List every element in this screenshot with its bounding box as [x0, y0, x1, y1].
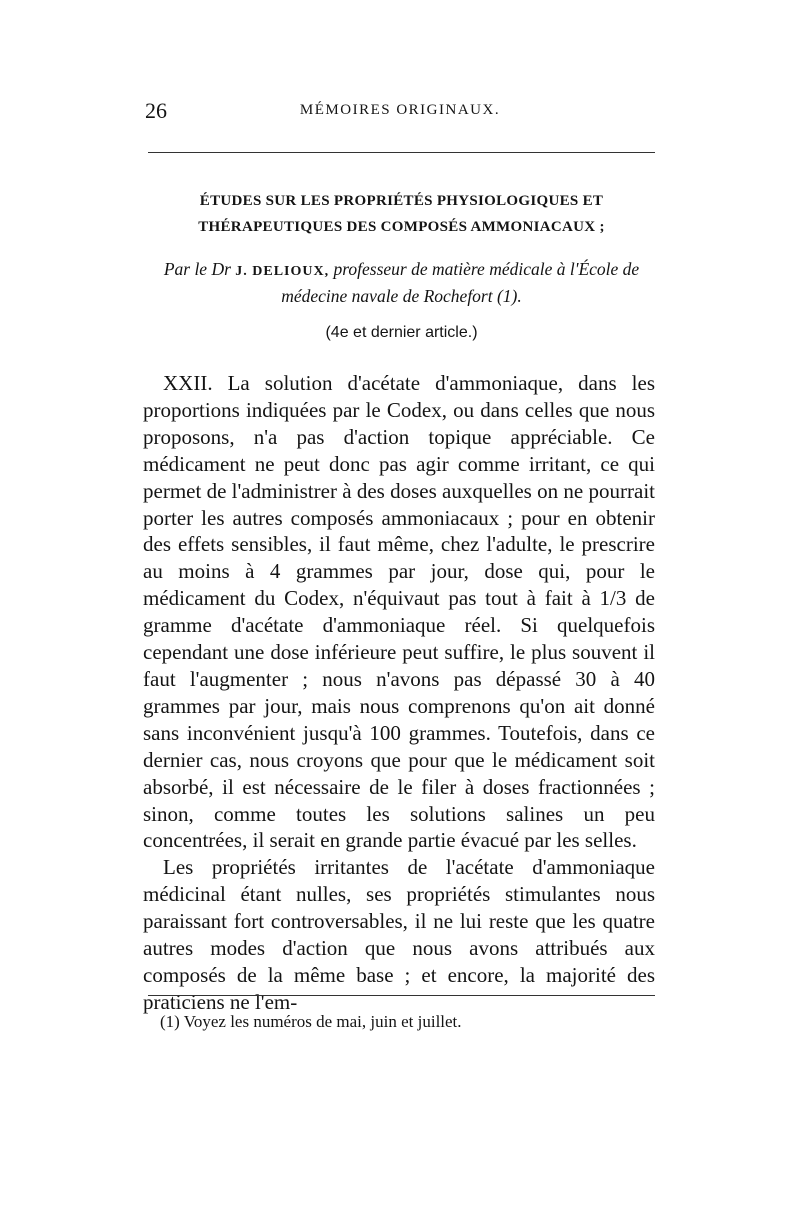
running-head: MÉMOIRES ORIGINAUX. [299, 102, 501, 118]
footnote-rule [148, 995, 655, 996]
byline-suffix: professeur de matière médicale à l'École de médecine navale de Rochefort (1). [281, 259, 640, 306]
article-byline [148, 257, 655, 308]
body-text [143, 370, 655, 1016]
footnote: (1) Voyez les numéros de mai, juin et juillet. [160, 1012, 462, 1031]
header-rule [148, 152, 655, 153]
page-number: 26 [145, 98, 167, 123]
author-name: J. DELIOUX, [235, 264, 330, 279]
byline-prefix: Par le Dr [163, 259, 231, 279]
page-header [145, 98, 655, 128]
paragraph-1: XXII. La solution d'acétate d'ammoniaque, dans les proportions indiquées par le Codex, ou dans celles que nous proposons, n'a pas d'action topique appréciable. Ce médicament ne peut donc pas agir comme irritant, ce qui permet de l'administrer à des doses auxquelles on ne pourrait porter les autres composés ammoniacaux ; pour en obtenir des effets sensibles, il faut même, chez l'adulte, le prescrire au moins à 4 grammes par jour, dose qui, pour le médicament du Codex, n'équivaut pas tout à fait à 1/3 de gramme d'acétate d'ammoniaque réel. Si quelquefois cependant une dose inférieure peut suffire, le plus souvent il faut l'augmenter ; nous n'avons pas dépassé 30 à 40 grammes par jour, mais nous comprenons qu'on ait donné sans inconvénient jusqu'à 100 grammes. Toutefois, dans ce dernier cas, nous croyons que pour que le médicament soit absorbé, il est nécessaire de le filer à doses fractionnées ; sinon, comme toutes les solutions salines un peu concentrées, il serait en grande partie évacué par les selles. [143, 371, 655, 853]
paragraph-2: Les propriétés irritantes de l'acétate d'ammoniaque médicinal étant nulles, ses propriétés stimulantes nous paraissant fort controversables, il ne lui reste que les quatre autres modes d'action que nous avons attribués aux composés de la même base ; et encore, la majorité des praticiens ne l'em- [143, 855, 655, 1014]
article-title: ÉTUDES SUR LES PROPRIÉTÉS PHYSIOLOGIQUES ET THÉRAPEUTIQUES DES COMPOSÉS AMMONIACAUX ; [198, 193, 605, 235]
article-note: (4e et dernier article.) [325, 324, 478, 341]
